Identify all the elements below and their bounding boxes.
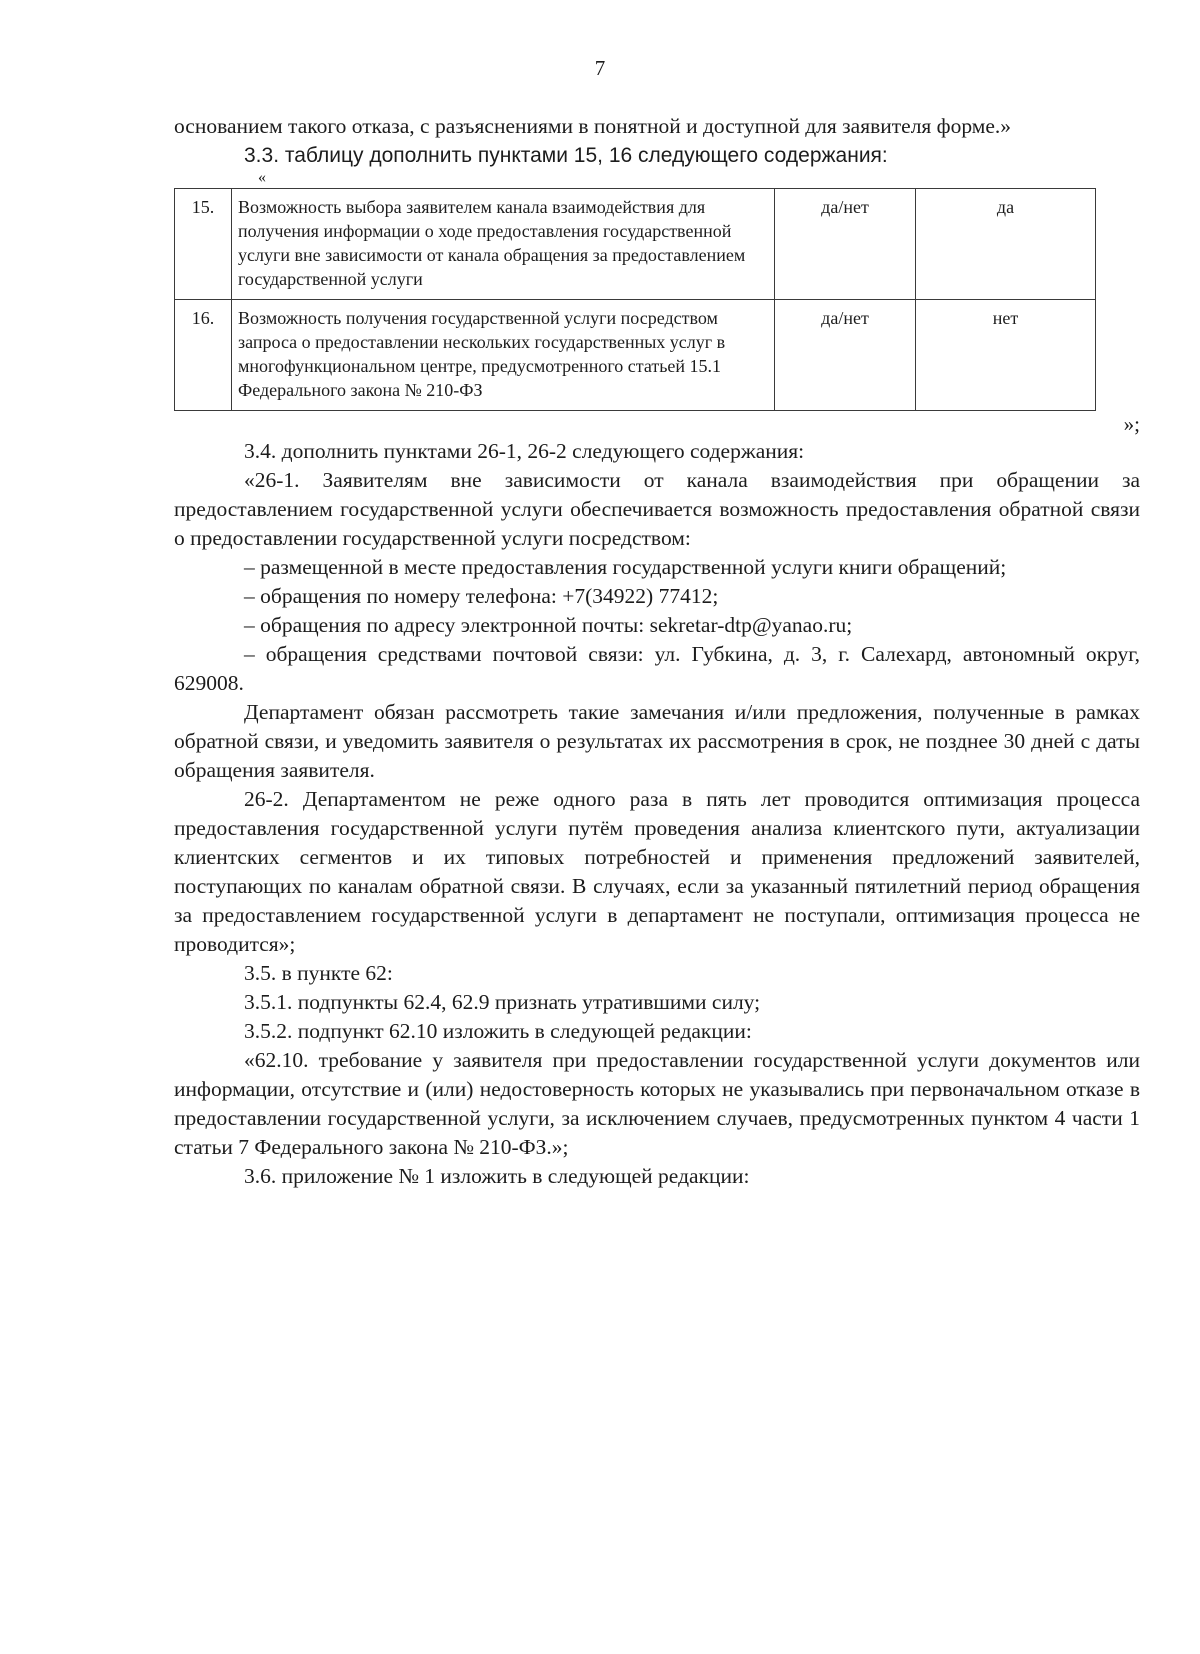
section-3-5-heading: 3.5. в пункте 62: xyxy=(244,961,393,985)
paragraph-62-10: «62.10. требование у заявителя при предоставлении государственной услуги документов или информации, отсутствие и (или) недостоверность которых не указывались при первоначальном отказе в предоставлении государственной услуги, за исключением случаев, предусмотренных пунктом 4 части 1 статьи 7 Федерального закона № 210-ФЗ.»; xyxy=(174,1048,1140,1159)
table-row xyxy=(175,300,1096,411)
document-body xyxy=(174,112,1140,1191)
indicators-table xyxy=(174,188,1096,411)
row-description: Возможность выбора заявителем канала взаимодействия для получения информации о ходе предоставления государственной услуги вне зависимости от канала обращения за предоставлением государственной услуги xyxy=(232,189,775,300)
paragraph-26-1: «26-1. Заявителям вне зависимости от канала взаимодействия при обращении за предоставлением государственной услуги обеспечивается возможность предоставления обратной связи о предоставлении государственной услуги посредством: xyxy=(174,468,1140,550)
feedback-channel-post: – обращения средствами почтовой связи: ул. Губкина, д. 3, г. Салехард, автономный округ, 629008. xyxy=(174,642,1140,695)
paragraph-26-2: 26-2. Департаментом не реже одного раза в пять лет проводится оптимизация процесса предоставления государственной услуги путём проведения анализа клиентского пути, актуализации клиентских сегментов и их типовых потребностей и применения предложений заявителей, поступающих по каналам обратной связи. В случаях, если за указанный пятилетний период обращения за предоставлением государственной услуги в департамент не поступали, оптимизация процесса не проводится»; xyxy=(174,787,1140,956)
section-3-6-heading: 3.6. приложение № 1 изложить в следующей редакции: xyxy=(244,1164,750,1188)
row-number: 15. xyxy=(175,189,232,300)
table-open-quote: « xyxy=(258,169,266,186)
table-close-quote: »; xyxy=(1123,412,1140,436)
page-number: 7 xyxy=(594,56,606,80)
section-3-4-heading: 3.4. дополнить пунктами 26-1, 26-2 следующего содержания: xyxy=(244,439,805,463)
feedback-channel-email: – обращения по адресу электронной почты: sekretar-dtp@yanao.ru; xyxy=(244,613,853,637)
table-row xyxy=(175,189,1096,300)
feedback-channel-book: – размещенной в месте предоставления государственной услуги книги обращений; xyxy=(244,555,1007,579)
section-3-5-1: 3.5.1. подпункты 62.4, 62.9 признать утратившими силу; xyxy=(244,990,761,1014)
row-value: нет xyxy=(916,300,1096,411)
feedback-channel-phone: – обращения по номеру телефона: +7(34922) 77412; xyxy=(244,584,719,608)
row-unit: да/нет xyxy=(775,189,916,300)
section-3-5-2: 3.5.2. подпункт 62.10 изложить в следующей редакции: xyxy=(244,1019,752,1043)
section-3-3-heading: 3.3. таблицу дополнить пунктами 15, 16 следующего содержания: xyxy=(244,144,888,167)
intro-paragraph: основанием такого отказа, с разъяснениями в понятной и доступной для заявителя форме.» xyxy=(174,114,1012,138)
row-description: Возможность получения государственной услуги посредством запроса о предоставлении нескольких государственных услуг в многофункциональном центре, предусмотренного статьей 15.1 Федерального закона № 210-ФЗ xyxy=(232,300,775,411)
row-number: 16. xyxy=(175,300,232,411)
row-value: да xyxy=(916,189,1096,300)
department-obligation-paragraph: Департамент обязан рассмотреть такие замечания и/или предложения, полученные в рамках обратной связи, и уведомить заявителя о результатах их рассмотрения в срок, не позднее 30 дней с даты обращения заявителя. xyxy=(174,700,1140,782)
row-unit: да/нет xyxy=(775,300,916,411)
